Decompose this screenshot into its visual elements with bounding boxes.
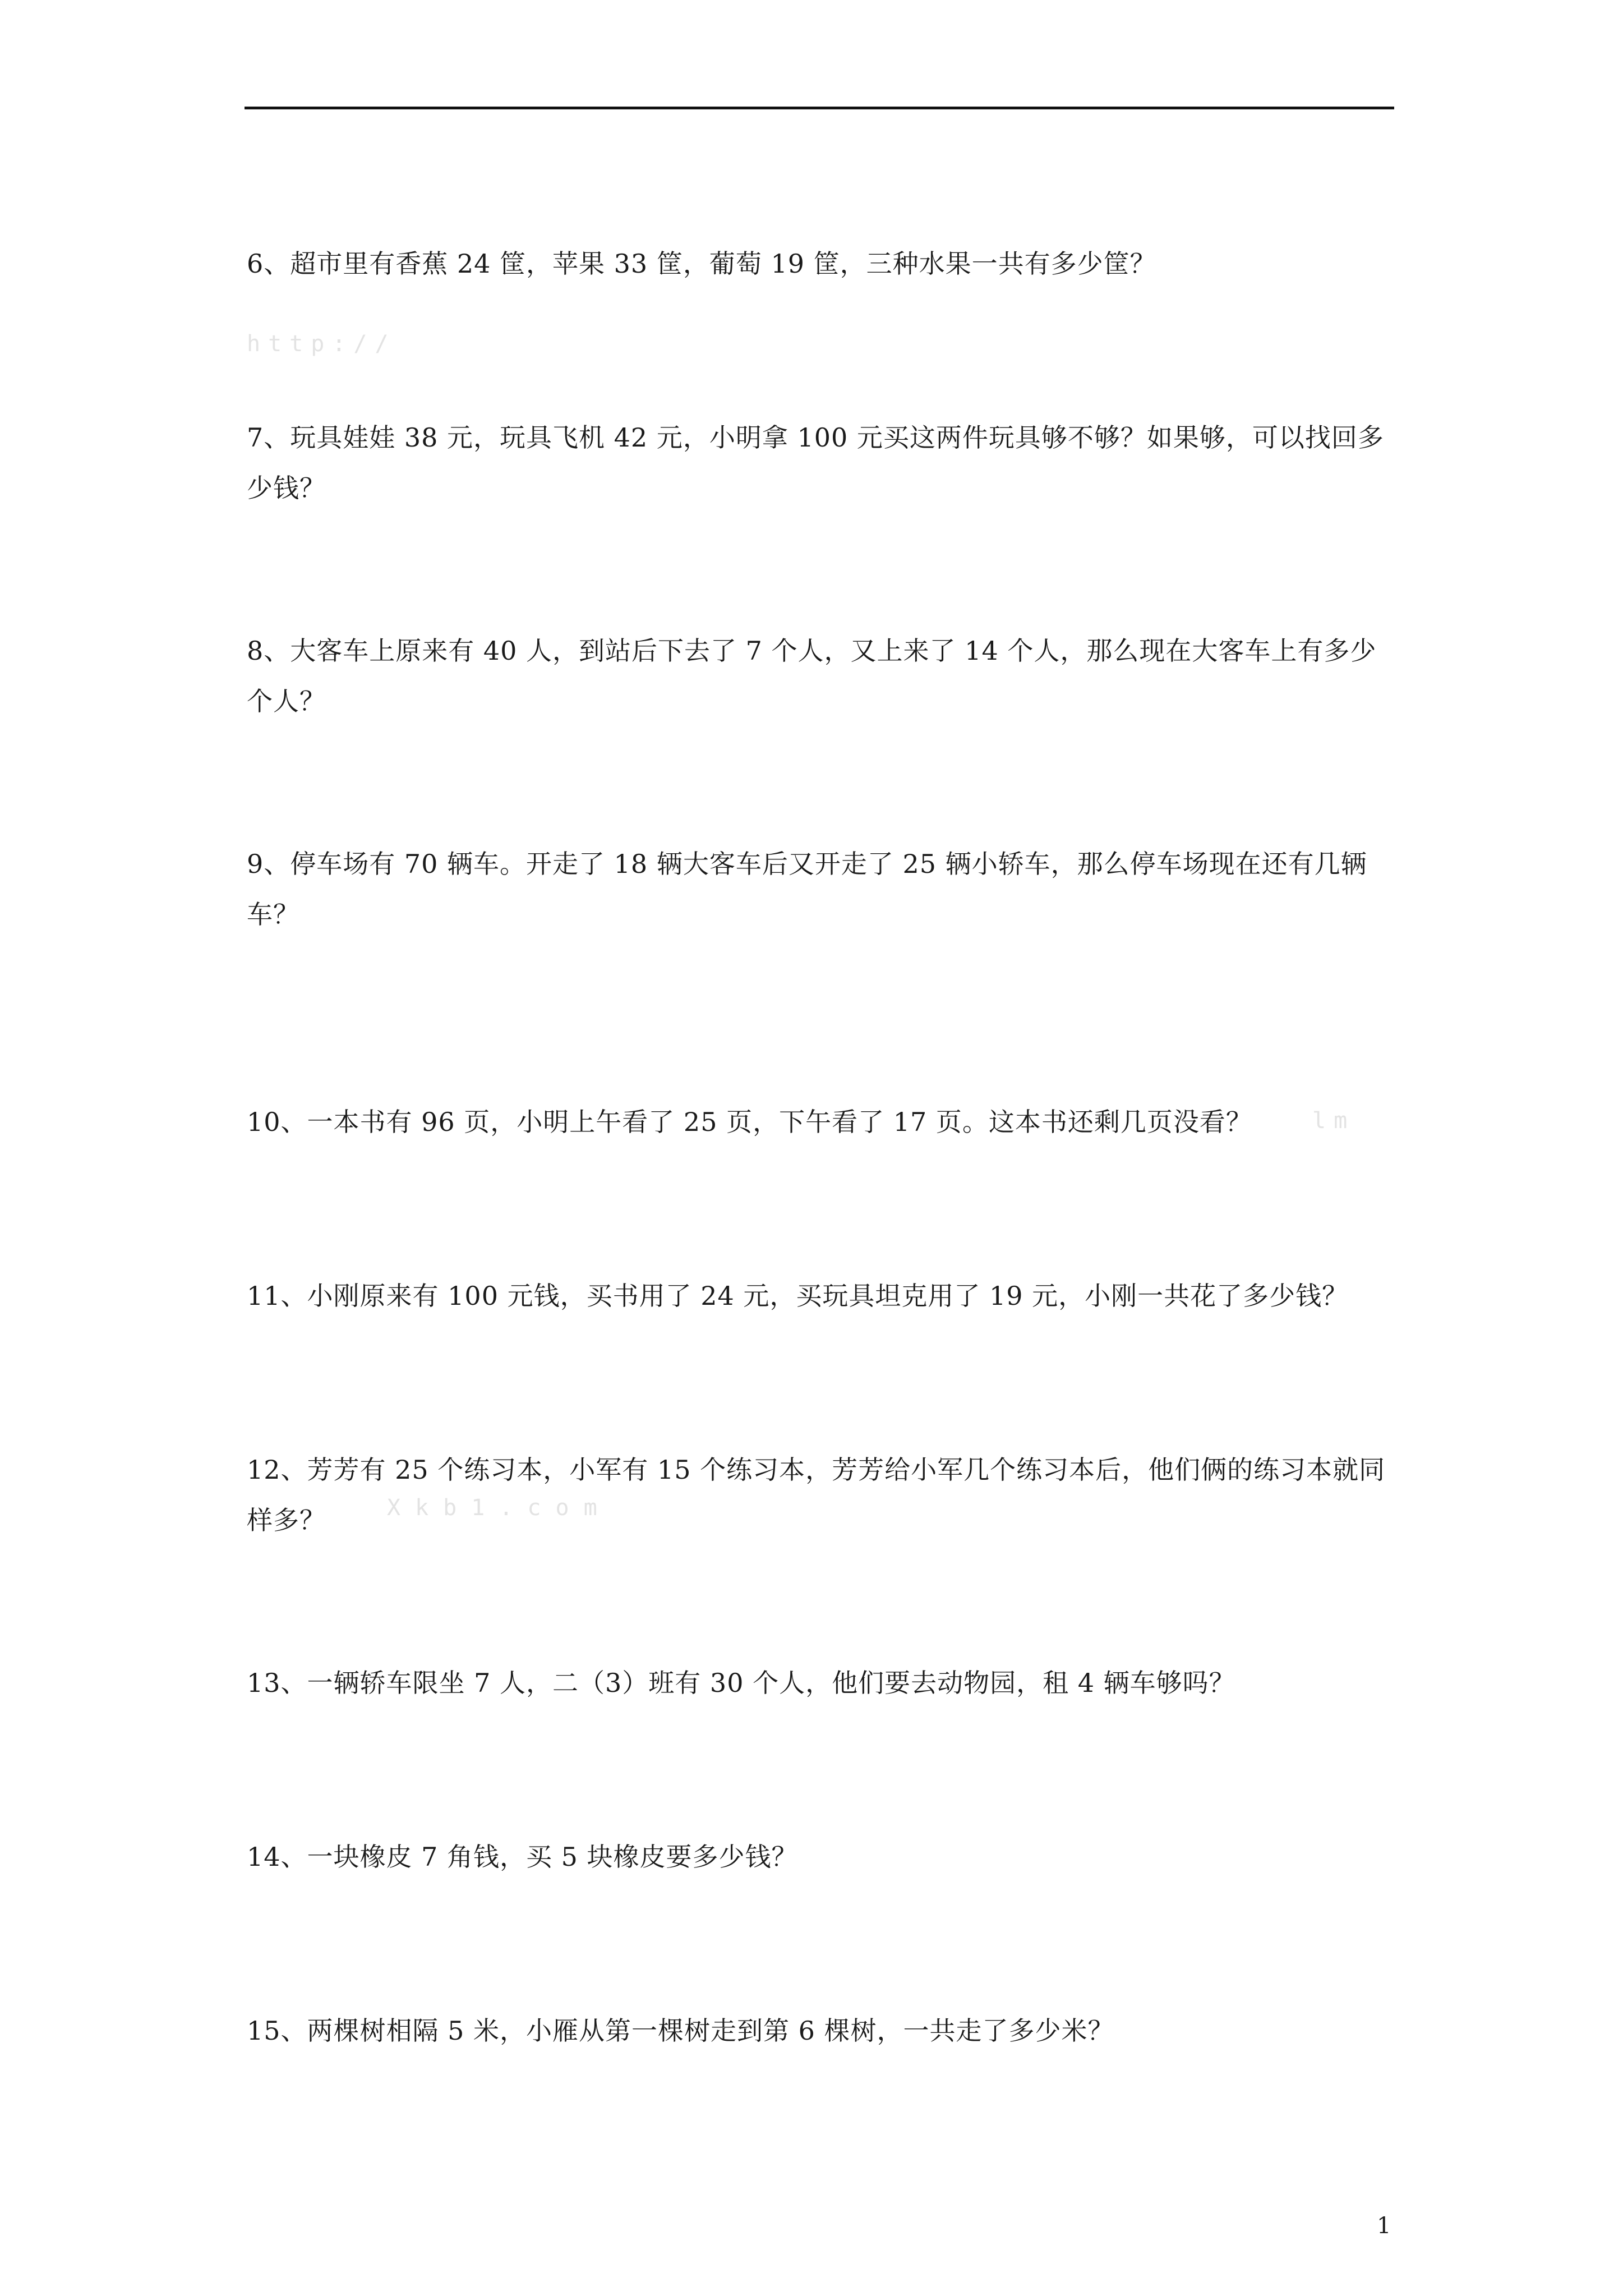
question-14: 14、一块橡皮 7 角钱，买 5 块橡皮要多少钱？	[247, 1842, 798, 1872]
question-11: 11、小刚原来有 100 元钱，买书用了 24 元，买玩具坦克用了 19 元，小刚一共花了多少钱？	[247, 1281, 1349, 1311]
watermark-lm: lm	[1312, 1108, 1355, 1134]
header-rule	[245, 107, 1394, 109]
question-13: 13、一辆轿车限坐 7 人，二（3）班有 30 个人，他们要去动物园，租 4 辆车够吗？	[247, 1668, 1235, 1698]
watermark-http: http://	[247, 331, 396, 357]
question-7: 7、玩具娃娃 38 元，玩具飞机 42 元，小明拿 100 元买这两件玩具够不够？如果够，可以找回多少钱？	[247, 422, 1384, 503]
question-9: 9、停车场有 70 辆车。开走了 18 辆大客车后又开走了 25 辆小轿车，那么停车场现在还有几辆车？	[247, 849, 1367, 930]
page-number: 1	[1377, 2213, 1391, 2239]
question-12: 12、芳芳有 25 个练习本，小军有 15 个练习本，芳芳给小军几个练习本后，他们俩的练习本就同样多？	[247, 1455, 1386, 1535]
question-15: 15、两棵树相隔 5 米，小雁从第一棵树走到第 6 棵树，一共走了多少米？	[247, 2016, 1114, 2046]
question-10: 10、一本书有 96 页，小明上午看了 25 页，下午看了 17 页。这本书还剩几页没看？	[247, 1107, 1252, 1137]
watermark-xkb1: Xkb1.com	[387, 1495, 612, 1521]
question-6: 6、超市里有香蕉 24 筐，苹果 33 筐，葡萄 19 筐，三种水果一共有多少筐？	[247, 249, 1156, 279]
question-8: 8、大客车上原来有 40 人，到站后下去了 7 个人，又上来了 14 个人，那么现在大客车上有多少个人？	[247, 636, 1377, 716]
